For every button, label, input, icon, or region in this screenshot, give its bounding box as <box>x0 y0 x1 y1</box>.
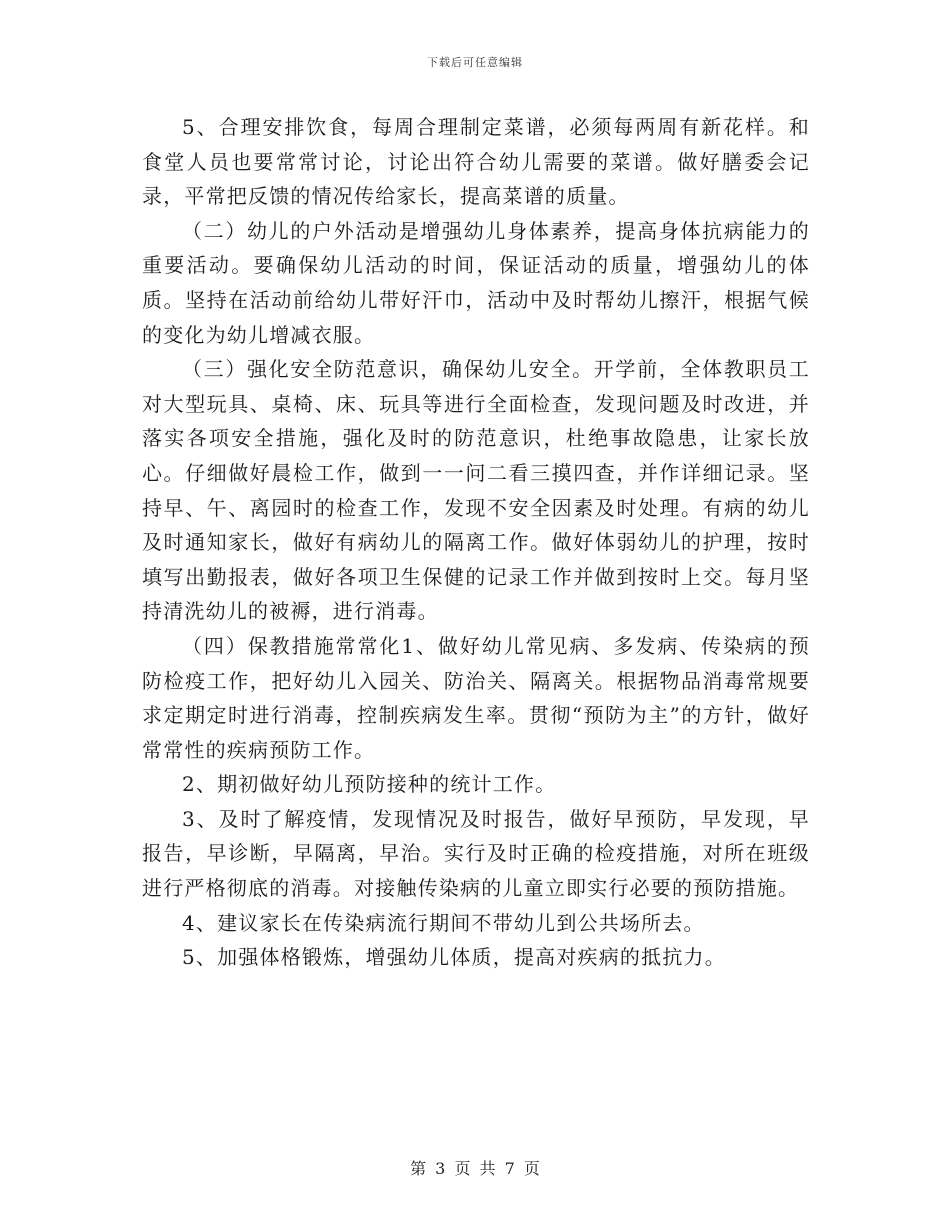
paragraph-safety: （三）强化安全防范意识，确保幼儿安全。开学前，全体教职员工对大型玩具、桌椅、床、玩具等进行全面检查，发现问题及时改进，并落实各项安全措施，强化及时的防范意识，杜绝事故隐患，让家长放心。仔细做好晨检工作，做到一一问二看三摸四查，并作详细记录。坚持早、午、离园时的检查工作，发现不安全因素及时处理。有病的幼儿及时通知家长，做好有病幼儿的隔离工作。做好体弱幼儿的护理，按时填写出勤报表，做好各项卫生保健的记录工作并做到按时上交。每月坚持清洗幼儿的被褥，进行消毒。 <box>142 357 810 624</box>
page-number-footer: 第 3 页 共 7 页 <box>410 1159 540 1178</box>
paragraph-physical-exercise: 5、加强体格锻炼，增强幼儿体质，提高对疾病的抵抗力。 <box>182 945 726 970</box>
paragraph-outdoor-activity: （二）幼儿的户外活动是增强幼儿身体素养，提高身体抗病能力的重要活动。要确保幼儿活动的时间，保证活动的质量，增强幼儿的体质。坚持在活动前给幼儿带好汗巾，活动中及时帮幼儿擦汗，根据气候的变化为幼儿增减衣服。 <box>142 218 810 347</box>
paragraph-vaccination: 2、期初做好幼儿预防接种的统计工作。 <box>182 772 557 797</box>
paragraph-epidemic-report: 3、及时了解疫情，发现情况及时报告，做好早预防，早发现，早报告，早诊断，早隔离，早治。实行及时正确的检疫措施，对所在班级进行严格彻底的消毒。对接触传染病的儿童立即实行必要的预防措施。 <box>142 806 810 901</box>
paragraph-prevention-measures: （四）保教措施常常化1、做好幼儿常见病、多发病、传染病的预防检疫工作，把好幼儿入园关、防治关、隔离关。根据物品消毒常规要求定期定时进行消毒，控制疾病发生率。贯彻“预防为主”的方针，做好常常性的疾病预防工作。 <box>142 633 810 762</box>
paragraph-parent-advice: 4、建议家长在传染病流行期间不带幼儿到公共场所去。 <box>182 910 705 935</box>
paragraph-diet: 5、合理安排饮食，每周合理制定菜谱，必须每两周有新花样。和食堂人员也要常常讨论，讨论出符合幼儿需要的菜谱。做好膳委会记录，平常把反馈的情况传给家长，提高菜谱的质量。 <box>142 115 810 209</box>
document-body <box>142 110 810 975</box>
page-header: 下载后可任意编辑 <box>427 56 523 69</box>
